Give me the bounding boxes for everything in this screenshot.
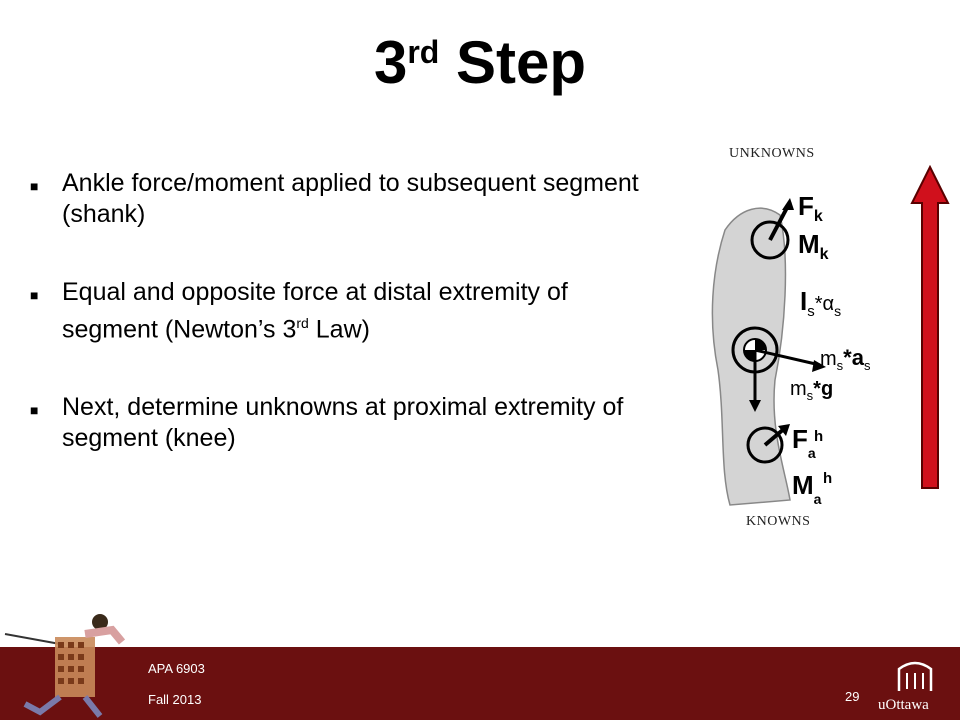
bullet-item [30, 392, 660, 454]
course-code: APA 6903 [148, 661, 205, 676]
university-crest-icon [895, 657, 935, 693]
footer-bar [0, 647, 960, 720]
runner-logo-icon [0, 612, 140, 720]
up-arrow-icon [910, 165, 950, 490]
mk-label: $M_k$ [798, 229, 829, 263]
h-mark-1: h [814, 428, 824, 445]
bullet-item [30, 277, 660, 345]
bullet-text: Ankle force/moment applied to subsequent segment (shank) [62, 169, 639, 228]
bullet-item [30, 168, 660, 230]
university-name: uOttawa [878, 697, 929, 713]
h-mark-2: h [823, 470, 833, 487]
square-bullet-icon: ■ [30, 402, 39, 419]
square-bullet-icon: ■ [30, 178, 39, 194]
square-bullet-icon: ■ [30, 287, 39, 303]
ma-label: $M_a$ [792, 470, 822, 507]
bullet-text: Next, determine unknowns at proximal extremity of segment (knee) [62, 393, 624, 453]
bullet-list [30, 168, 660, 501]
mass-acceleration-label: $m_s*a_s$ [820, 345, 871, 373]
fa-label: $F_a$ [792, 424, 816, 461]
page-number: 29 [845, 689, 860, 704]
inertia-label: $I_s^{*\alpha}_s$ [800, 286, 842, 320]
mass-gravity-label: $m_s*g$ [790, 378, 834, 403]
shank-free-body-diagram [690, 180, 900, 510]
unknowns-label: UNKNOWNS [729, 146, 815, 161]
knowns-label: KNOWNS [746, 514, 811, 529]
knee-force-arrowhead [782, 198, 794, 210]
term-label: Fall 2013 [148, 692, 202, 707]
bullet-text: Equal and opposite force at distal extremity of segment (Newton’s 3rd Law) [62, 278, 568, 344]
fk-label: $F_k$ [798, 191, 823, 225]
slide-title: 3rd Step [373, 29, 587, 96]
